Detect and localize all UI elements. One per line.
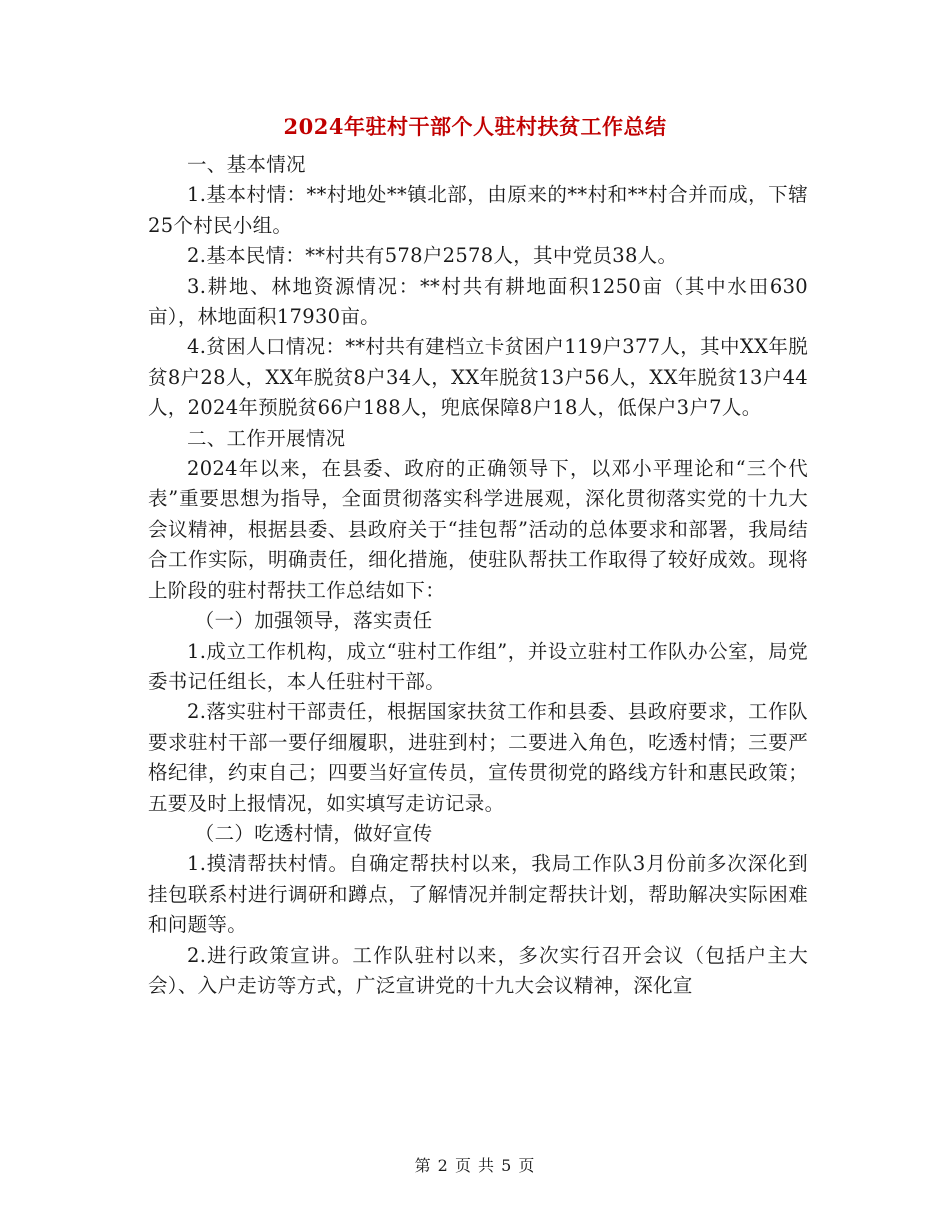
subsection-heading: （二）吃透村情，做好宣传 (194, 821, 433, 845)
paragraph: 1.基本村情：**村地处**镇北部，由原来的**村和**村合并而成，下辖25个村民小组。 (148, 183, 808, 237)
paragraph: 1.成立工作机构，成立“驻村工作组”，并设立驻村工作队办公室，局党委书记任组长，本人任驻村干部。 (148, 639, 808, 693)
paragraph: 1.摸清帮扶村情。自确定帮扶村以来，我局工作队3月份前多次深化到挂包联系村进行调研和蹲点，了解情况并制定帮扶计划，帮助解决实际困难和问题等。 (148, 852, 808, 937)
subsection-heading: （一）加强领导，落实责任 (194, 609, 433, 633)
paragraph: 4.贫困人口情况：**村共有建档立卡贫困户119户377人，其中XX年脱贫8户28人，XX年脱贫8户34人，XX年脱贫13户56人，XX年脱贫13户44人，2024年预脱贫66户188人，兜底保障8户18人，低保户3户7人。 (148, 335, 808, 420)
paragraph: 2.进行政策宣讲。工作队驻村以来，多次实行召开会议（包括户主大会）、入户走访等方式，广泛宣讲党的十九大会议精神，深化宣 (148, 943, 808, 997)
paragraph: 3.耕地、林地资源情况：**村共有耕地面积1250亩（其中水田630亩），林地面积17930亩。 (148, 274, 808, 329)
document-body (148, 150, 808, 1001)
page-footer: 第 2 页 共 5 页 (414, 1156, 536, 1175)
paragraph: 2.基本民情：**村共有578户2578人，其中党员38人。 (187, 244, 678, 268)
paragraph: 2024年以来，在县委、政府的正确领导下，以邓小平理论和“三个代表”重要思想为指导，全面贯彻落实科学进展观，深化贯彻落实党的十九大会议精神，根据县委、县政府关于“挂包帮”活动的总体要求和部署，我局结合工作实际，明确责任，细化措施，使驻队帮扶工作取得了较好成效。现将上阶段的驻村帮扶工作总结如下： (148, 457, 808, 602)
section-heading: 一、基本情况 (187, 153, 306, 176)
paragraph: 2.落实驻村干部责任，根据国家扶贫工作和县委、县政府要求，工作队要求驻村干部一要仔细履职，进驻到村；二要进入角色，吃透村情；三要严格纪律，约束自己；四要当好宣传员，宣传贯彻党的路线方针和惠民政策；五要及时上报情况，如实填写走访记录。 (148, 700, 808, 815)
section-heading: 二、工作开展情况 (187, 426, 346, 450)
document-title: 2024年驻村干部个人驻村扶贫工作总结 (283, 114, 667, 139)
